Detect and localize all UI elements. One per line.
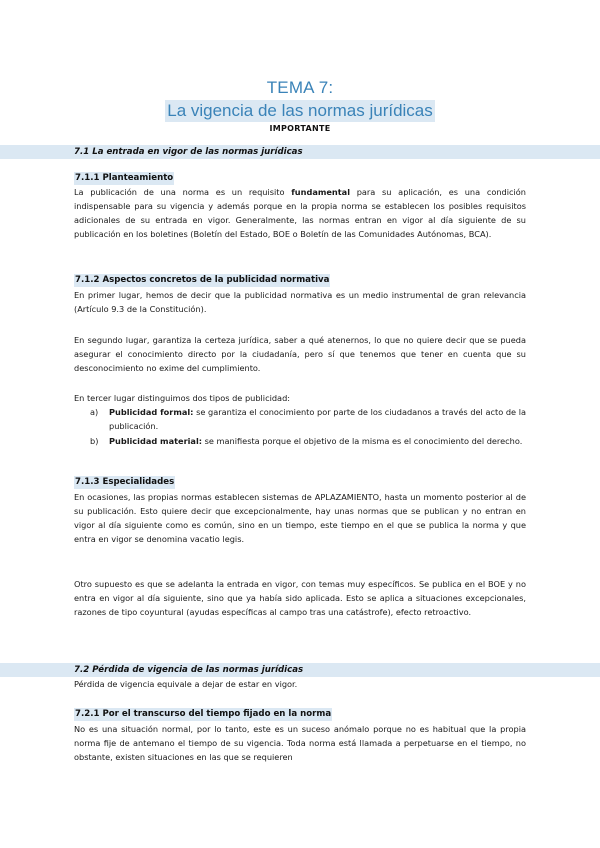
- subsection-title-7-1-2: 7.1.2 Aspectos concretos de la publicidad normativa: [75, 275, 330, 285]
- section-title-7-2: 7.2 Pérdida de vigencia de las normas jurídicas: [74, 665, 304, 675]
- title-block: [0, 78, 600, 134]
- importante-label: IMPORTANTE: [269, 124, 331, 133]
- paragraph-text: La publicación de una norma es un requisito: [74, 187, 292, 197]
- list-marker: a): [90, 407, 99, 417]
- paragraph-7-2: Pérdida de vigencia equivale a dejar de estar en vigor.: [74, 679, 298, 689]
- paragraph-7-1-2-first: En primer lugar, hemos de decir que la publicidad normativa es un medio instrumental de gran relevancia (Artículo 9.3 de la Constitución).: [74, 290, 526, 314]
- chapter-label: TEMA 7:: [266, 78, 334, 97]
- list-item: [90, 405, 526, 433]
- paragraph-7-1-2-second: En segundo lugar, garantiza la certeza jurídica, saber a qué atenernos, lo que no quiere decir que se pueda asegurar el conocimiento directo por la ciudadanía, pero sí que tenemos que tener en cuenta que su desconocimiento no exime del cumplimiento.: [74, 335, 526, 373]
- list-text: se manifiesta porque el objetivo de la misma es el conocimiento del derecho.: [202, 436, 523, 446]
- chapter-title: La vigencia de las normas jurídicas: [167, 101, 433, 120]
- bold-term: fundamental: [291, 187, 350, 197]
- subsection-title-7-2-1: 7.2.1 Por el transcurso del tiempo fijado en la norma: [75, 709, 332, 719]
- list-term: Publicidad formal:: [109, 407, 194, 417]
- paragraph-7-1-1: [74, 185, 526, 241]
- subsection-title-7-1-3: 7.1.3 Especialidades: [75, 477, 175, 487]
- list-marker: b): [90, 436, 99, 446]
- paragraph-7-2-1: No es una situación normal, por lo tanto, este es un suceso anómalo porque no es habitual que la propia norma fije de antemano el tiempo de su vigencia. Toda norma está llamada a perpetuarse en el tiempo, no obstante, existen situaciones en las que se requieren: [74, 724, 526, 762]
- list-text: se garantiza el conocimiento por parte de los ciudadanos a través del acto de la publicación.: [109, 407, 527, 431]
- paragraph-text: para su aplicación, es una condición indispensable para su vigencia y además porque en la propia norma se establecen los posibles requisitos adicionales de su entrada en vigor. Generalmente, las normas entran en vigor al día siguiente de su publicación en los boletines (Boletín del Estado, BOE o Boletín de las Comunidades Autónomas, BCA).: [74, 187, 526, 239]
- paragraph-7-1-2-third: En tercer lugar distinguimos dos tipos de publicidad:: [74, 393, 291, 403]
- list-item: [90, 434, 526, 448]
- subsection-title-7-1-1: 7.1.1 Planteamiento: [75, 173, 174, 183]
- paragraph-7-1-3-second: Otro supuesto es que se adelanta la entrada en vigor, con temas muy específicos. Se publica en el BOE y no entra en vigor al día siguiente, sino que ya había sido aplicada. Esto se aplica a situaciones excepcionales, razones de tipo coyuntural (ayudas específicas al campo tras una catástrofe), efecto retroactivo.: [74, 579, 526, 617]
- list-term: Publicidad material:: [109, 436, 203, 446]
- section-title-7-1: 7.1 La entrada en vigor de las normas jurídicas: [74, 147, 303, 157]
- paragraph-7-1-3-first: En ocasiones, las propias normas establecen sistemas de APLAZAMIENTO, hasta un momento posterior al de su publicación. Esto quiere decir que excepcionalmente, hay unas normas que se publican y no entran en vigor al día siguiente como es común, sino en un tiempo, este tiempo en el que se publica la norma y que entra en vigor se denomina vacatio legis.: [74, 492, 526, 544]
